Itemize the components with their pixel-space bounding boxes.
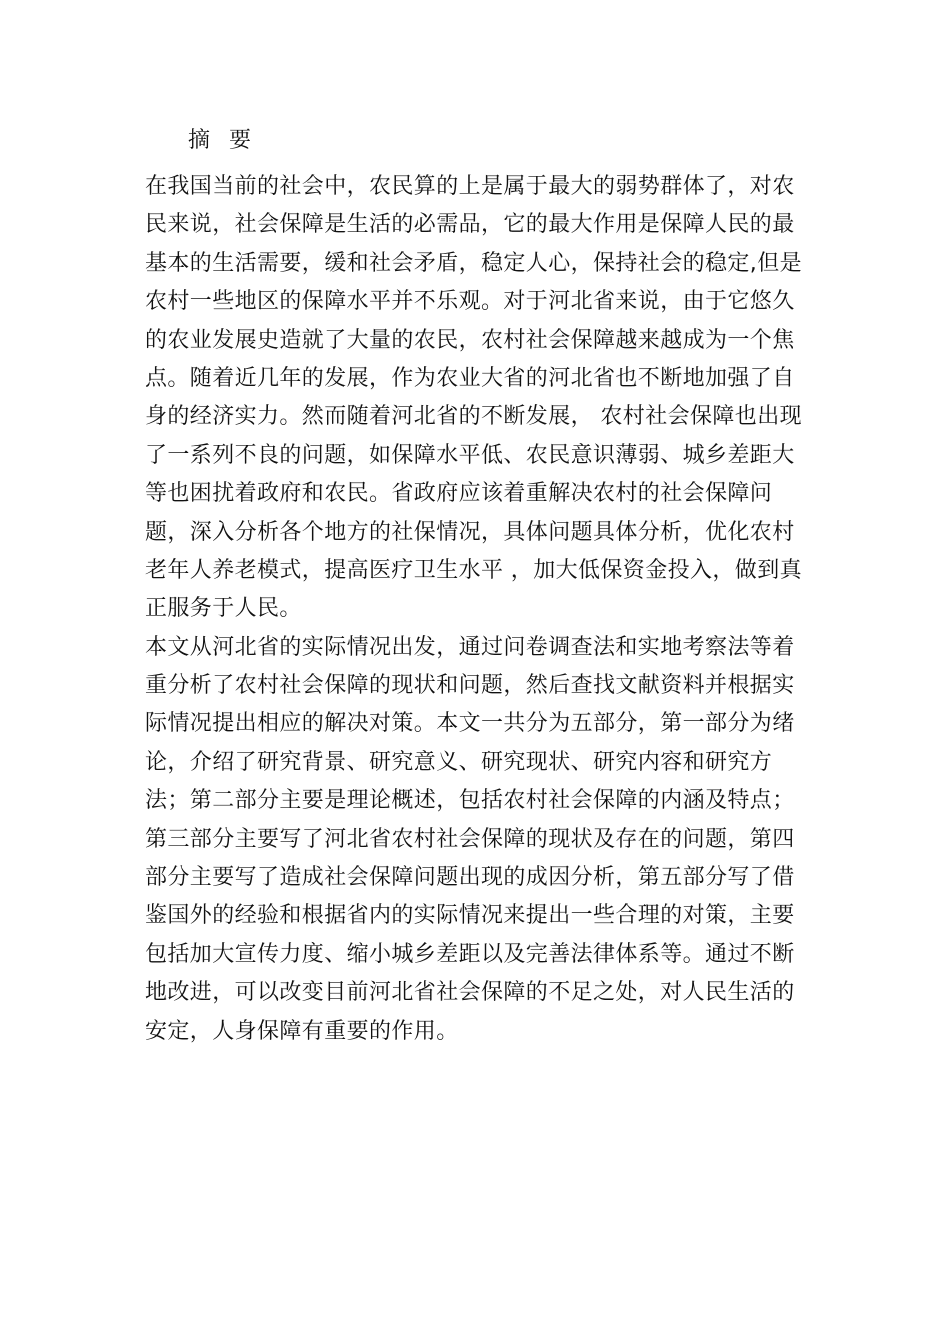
text-line: 本文从河北省的实际情况出发，通过问卷调查法和实地考察法等着 [145,634,795,660]
text-line: 题，深入分析各个地方的社保情况，具体问题具体分析，优化农村 [145,519,795,545]
text-line: 身的经济实力。然而随着河北省的不断发展， 农村社会保障也出现 [145,404,802,430]
text-line: 论，介绍了研究背景、研究意义、研究现状、研究内容和研究方 [145,749,773,775]
text-line: 第三部分主要写了河北省农村社会保障的现状及存在的问题，第四 [145,826,795,852]
text-line: 老年人养老模式，提高医疗卫生水平 ，加大低保资金投入，做到真 [145,557,802,583]
text-line: 包括加大宣传力度、缩小城乡差距以及完善法律体系等。通过不断 [145,941,795,967]
text-line: 等也困扰着政府和农民。省政府应该着重解决农村的社会保障问 [145,481,773,507]
text-line: 重分析了农村社会保障的现状和问题，然后查找文献资料并根据实 [145,673,795,699]
text-line: 了一系列不良的问题，如保障水平低、农民意识薄弱、城乡差距大 [145,442,795,468]
text-line: 际情况提出相应的解决对策。本文一共分为五部分，第一部分为绪 [145,711,795,737]
text-line: 农村一些地区的保障水平并不乐观。对于河北省来说，由于它悠久 [145,289,795,315]
text-line: 法；第二部分主要是理论概述，包括农村社会保障的内涵及特点； [145,788,795,814]
text-line: 基本的生活需要，缓和社会矛盾，稳定人心，保持社会的稳定,但是 [145,250,802,276]
text-line: 的农业发展史造就了大量的农民，农村社会保障越来越成为一个焦 [145,327,795,353]
text-line: 安定，人身保障有重要的作用。 [145,1018,459,1044]
abstract-heading: 摘 要 [188,128,257,153]
text-line: 民来说，社会保障是生活的必需品，它的最大作用是保障人民的最 [145,212,795,238]
text-line: 鉴国外的经验和根据省内的实际情况来提出一些合理的对策，主要 [145,903,795,929]
text-line: 在我国当前的社会中，农民算的上是属于最大的弱势群体了，对农 [145,174,795,199]
text-line: 点。随着近几年的发展，作为农业大省的河北省也不断地加强了自 [145,365,795,391]
text-line: 正服务于人民。 [145,596,302,622]
text-line: 地改进，可以改变目前河北省社会保障的不足之处，对人民生活的 [145,980,795,1006]
abstract-body [145,168,805,1051]
text-line: 部分主要写了造成社会保障问题出现的成因分析，第五部分写了借 [145,865,795,891]
